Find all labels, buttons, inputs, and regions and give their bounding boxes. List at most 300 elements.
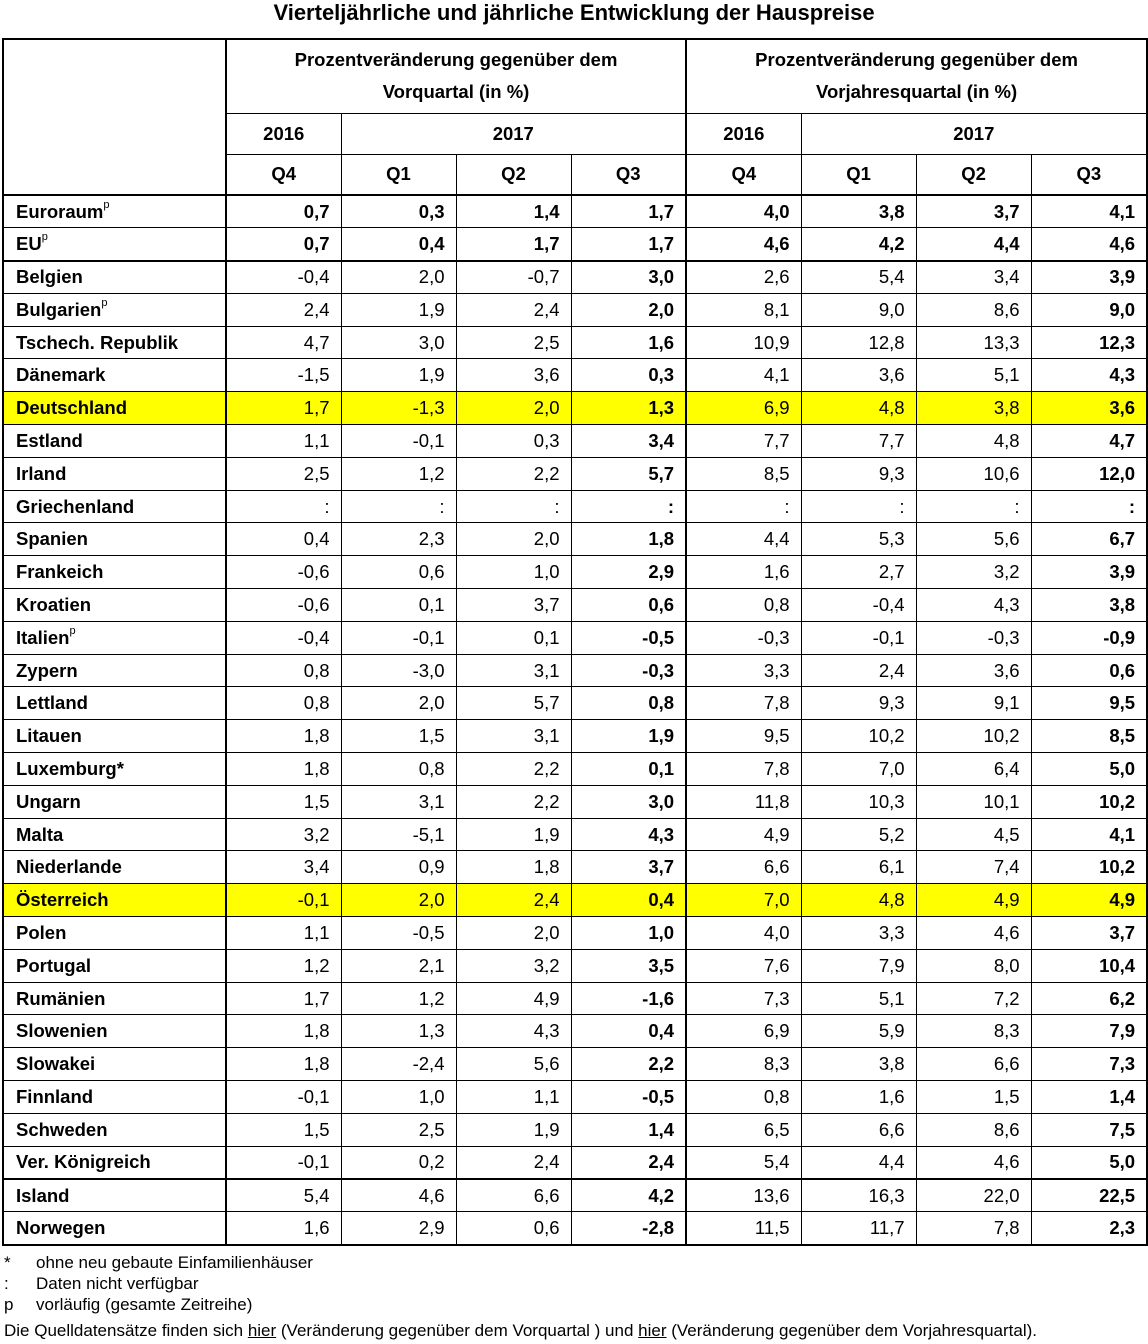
value-cell: 4,0 — [686, 917, 801, 950]
country-cell — [3, 1179, 226, 1212]
table-row — [3, 326, 1147, 359]
value-cell: 0,8 — [686, 589, 801, 622]
value-cell: 4,3 — [456, 1015, 571, 1048]
value-cell: 8,6 — [916, 1113, 1031, 1146]
table-row — [3, 917, 1147, 950]
country-name: Belgien — [16, 266, 83, 288]
country-name: Ver. Königreich — [16, 1151, 151, 1173]
value-cell: 1,3 — [571, 392, 686, 425]
value-cell: -2,4 — [341, 1048, 456, 1081]
country-name: Polen — [16, 921, 67, 943]
value-cell: 4,3 — [916, 589, 1031, 622]
value-cell: 8,5 — [686, 457, 801, 490]
value-cell: 1,9 — [456, 1113, 571, 1146]
value-cell: -1,5 — [226, 359, 341, 392]
value-cell: 3,1 — [456, 720, 571, 753]
value-cell: 0,1 — [456, 621, 571, 654]
table-header — [3, 39, 1147, 195]
country-cell — [3, 490, 226, 523]
table-row — [3, 818, 1147, 851]
country-name: Frankeich — [16, 561, 104, 583]
value-cell: 1,9 — [341, 359, 456, 392]
table-row — [3, 851, 1147, 884]
value-cell: 0,4 — [226, 523, 341, 556]
value-cell: 10,6 — [916, 457, 1031, 490]
value-cell: 0,8 — [686, 1081, 801, 1114]
value-cell: -0,3 — [571, 654, 686, 687]
value-cell: -0,5 — [571, 621, 686, 654]
corner-cell — [3, 39, 226, 195]
table-row — [3, 556, 1147, 589]
country-cell — [3, 654, 226, 687]
country-cell — [3, 818, 226, 851]
value-cell: 3,6 — [456, 359, 571, 392]
value-cell: 2,2 — [571, 1048, 686, 1081]
value-cell: 4,2 — [801, 228, 916, 261]
country-cell — [3, 1048, 226, 1081]
country-cell — [3, 457, 226, 490]
country-name: Österreich — [16, 889, 109, 911]
value-cell: 3,7 — [571, 851, 686, 884]
value-cell: 2,9 — [341, 1212, 456, 1245]
table-row — [3, 884, 1147, 917]
value-cell: 1,2 — [226, 949, 341, 982]
value-cell: 7,7 — [801, 425, 916, 458]
source-text: Die Quelldatensätze finden sich — [4, 1321, 248, 1340]
value-cell: 2,7 — [801, 556, 916, 589]
value-cell: 9,5 — [686, 720, 801, 753]
country-cell — [3, 687, 226, 720]
source-link-vorjahresquartal[interactable]: hier — [638, 1321, 667, 1340]
value-cell: -1,6 — [571, 982, 686, 1015]
value-cell: 4,9 — [1031, 884, 1147, 917]
value-cell: 0,3 — [571, 359, 686, 392]
value-cell: 9,5 — [1031, 687, 1147, 720]
value-cell: 5,6 — [916, 523, 1031, 556]
value-cell: -0,1 — [226, 1146, 341, 1179]
value-cell: 1,5 — [916, 1081, 1031, 1114]
value-cell: 4,9 — [686, 818, 801, 851]
country-name: Litauen — [16, 725, 82, 747]
value-cell: 1,8 — [226, 720, 341, 753]
table-row — [3, 392, 1147, 425]
value-cell: 2,0 — [456, 392, 571, 425]
value-cell: 3,4 — [226, 851, 341, 884]
value-cell: 4,9 — [916, 884, 1031, 917]
value-cell: 1,5 — [341, 720, 456, 753]
value-cell: 1,8 — [456, 851, 571, 884]
value-cell: 6,7 — [1031, 523, 1147, 556]
country-name: Ungarn — [16, 790, 81, 812]
source-line — [4, 1320, 1037, 1342]
value-cell: 2,5 — [456, 326, 571, 359]
country-name: Zypern — [16, 659, 78, 681]
year-2016-vorjahresquartal: 2016 — [686, 113, 801, 154]
value-cell: 3,9 — [1031, 556, 1147, 589]
value-cell: 6,5 — [686, 1113, 801, 1146]
value-cell: 9,3 — [801, 687, 916, 720]
value-cell: -0,3 — [916, 621, 1031, 654]
footnote — [4, 1294, 313, 1315]
country-name: Schweden — [16, 1118, 108, 1140]
quarter-header-q3: Q3 — [1031, 154, 1147, 195]
value-cell: 0,7 — [226, 195, 341, 228]
country-cell — [3, 884, 226, 917]
provisional-marker: p — [69, 624, 76, 637]
value-cell: 5,6 — [456, 1048, 571, 1081]
value-cell: 1,4 — [571, 1113, 686, 1146]
value-cell: : — [226, 490, 341, 523]
value-cell: -0,7 — [456, 261, 571, 294]
value-cell: 10,2 — [1031, 851, 1147, 884]
value-cell: : — [801, 490, 916, 523]
value-cell: 16,3 — [801, 1179, 916, 1212]
value-cell: 10,2 — [1031, 785, 1147, 818]
value-cell: 1,8 — [226, 1015, 341, 1048]
value-cell: -0,1 — [341, 425, 456, 458]
value-cell: 13,6 — [686, 1179, 801, 1212]
value-cell: 7,5 — [1031, 1113, 1147, 1146]
table-row — [3, 359, 1147, 392]
table-row — [3, 1113, 1147, 1146]
value-cell: 5,4 — [801, 261, 916, 294]
value-cell: 0,4 — [571, 884, 686, 917]
country-cell — [3, 359, 226, 392]
value-cell: 6,6 — [916, 1048, 1031, 1081]
country-cell — [3, 425, 226, 458]
value-cell: 7,0 — [801, 753, 916, 786]
value-cell: 4,7 — [226, 326, 341, 359]
value-cell: 1,5 — [226, 1113, 341, 1146]
value-cell: 3,7 — [1031, 917, 1147, 950]
provisional-marker: p — [41, 230, 48, 243]
footnote-symbol: p — [4, 1295, 14, 1314]
year-2017-vorjahresquartal: 2017 — [801, 113, 1147, 154]
country-cell — [3, 589, 226, 622]
value-cell: 0,8 — [341, 753, 456, 786]
value-cell: 2,2 — [456, 753, 571, 786]
value-cell: : — [341, 490, 456, 523]
value-cell: -0,5 — [341, 917, 456, 950]
value-cell: 2,0 — [456, 523, 571, 556]
value-cell: 2,1 — [341, 949, 456, 982]
value-cell: 5,4 — [226, 1179, 341, 1212]
value-cell: 3,7 — [916, 195, 1031, 228]
country-name: Deutschland — [16, 397, 128, 419]
value-cell: 1,4 — [1031, 1081, 1147, 1114]
value-cell: 6,4 — [916, 753, 1031, 786]
value-cell: 6,9 — [686, 392, 801, 425]
footnote-text: ohne neu gebaute Einfamilienhäuser — [36, 1253, 313, 1272]
value-cell: 3,4 — [916, 261, 1031, 294]
table-row — [3, 425, 1147, 458]
value-cell: 6,2 — [1031, 982, 1147, 1015]
value-cell: 7,6 — [686, 949, 801, 982]
house-price-table — [2, 38, 1148, 1246]
value-cell: 1,8 — [226, 753, 341, 786]
value-cell: 7,8 — [686, 687, 801, 720]
value-cell: : — [916, 490, 1031, 523]
value-cell: 3,3 — [686, 654, 801, 687]
table-row — [3, 621, 1147, 654]
value-cell: 7,8 — [686, 753, 801, 786]
value-cell: -0,5 — [571, 1081, 686, 1114]
value-cell: 5,1 — [916, 359, 1031, 392]
value-cell: -0,1 — [226, 884, 341, 917]
value-cell: 3,0 — [571, 785, 686, 818]
value-cell: 1,0 — [456, 556, 571, 589]
quarter-header-q2: Q2 — [456, 154, 571, 195]
value-cell: 2,0 — [341, 261, 456, 294]
value-cell: 3,4 — [571, 425, 686, 458]
value-cell: 0,8 — [226, 687, 341, 720]
value-cell: 3,2 — [916, 556, 1031, 589]
value-cell: 3,6 — [801, 359, 916, 392]
value-cell: 11,7 — [801, 1212, 916, 1245]
value-cell: 5,0 — [1031, 753, 1147, 786]
value-cell: 4,6 — [1031, 228, 1147, 261]
value-cell: 1,9 — [456, 818, 571, 851]
country-cell — [3, 753, 226, 786]
value-cell: -0,1 — [226, 1081, 341, 1114]
table-row — [3, 293, 1147, 326]
country-name: Irland — [16, 462, 67, 484]
value-cell: : — [1031, 490, 1147, 523]
value-cell: 5,0 — [1031, 1146, 1147, 1179]
table-row — [3, 1212, 1147, 1245]
value-cell: 5,9 — [801, 1015, 916, 1048]
page-title: Vierteljährliche und jährliche Entwicklung der Hauspreise — [273, 0, 875, 25]
value-cell: 0,4 — [571, 1015, 686, 1048]
value-cell: 6,1 — [801, 851, 916, 884]
value-cell: -0,9 — [1031, 621, 1147, 654]
value-cell: -2,8 — [571, 1212, 686, 1245]
value-cell: 2,4 — [226, 293, 341, 326]
country-name: Spanien — [16, 528, 88, 550]
value-cell: 2,2 — [456, 457, 571, 490]
quarter-header-q4: Q4 — [226, 154, 341, 195]
value-cell: 3,8 — [801, 1048, 916, 1081]
footnote — [4, 1273, 313, 1294]
value-cell: 2,4 — [456, 293, 571, 326]
country-name: Dänemark — [16, 364, 106, 386]
value-cell: 4,7 — [1031, 425, 1147, 458]
value-cell: 7,8 — [916, 1212, 1031, 1245]
value-cell: -0,4 — [226, 621, 341, 654]
value-cell: 4,1 — [1031, 818, 1147, 851]
value-cell: 0,1 — [341, 589, 456, 622]
country-name: Slowenien — [16, 1020, 108, 1042]
value-cell: 8,5 — [1031, 720, 1147, 753]
value-cell: 12,3 — [1031, 326, 1147, 359]
table-row — [3, 457, 1147, 490]
country-cell — [3, 785, 226, 818]
value-cell: 4,0 — [686, 195, 801, 228]
value-cell: 1,7 — [226, 982, 341, 1015]
value-cell: 0,3 — [456, 425, 571, 458]
value-cell: 0,6 — [341, 556, 456, 589]
table-body — [3, 195, 1147, 1245]
table-row — [3, 687, 1147, 720]
table-row — [3, 1081, 1147, 1114]
table-row — [3, 720, 1147, 753]
value-cell: 11,5 — [686, 1212, 801, 1245]
table-row — [3, 228, 1147, 261]
value-cell: 1,7 — [226, 392, 341, 425]
country-name: Slowakei — [16, 1053, 96, 1075]
value-cell: 5,3 — [801, 523, 916, 556]
country-name: Island — [16, 1184, 70, 1206]
value-cell: -0,4 — [801, 589, 916, 622]
country-name: Norwegen — [16, 1216, 106, 1238]
value-cell: 3,5 — [571, 949, 686, 982]
value-cell: 8,6 — [916, 293, 1031, 326]
value-cell: 2,2 — [456, 785, 571, 818]
value-cell: 1,6 — [571, 326, 686, 359]
country-name: Rumänien — [16, 987, 106, 1009]
country-cell — [3, 851, 226, 884]
country-name: Malta — [16, 823, 64, 845]
value-cell: 1,6 — [801, 1081, 916, 1114]
value-cell: 10,9 — [686, 326, 801, 359]
value-cell: 7,3 — [1031, 1048, 1147, 1081]
value-cell: 2,4 — [571, 1146, 686, 1179]
country-name: Portugal — [16, 954, 92, 976]
country-cell — [3, 293, 226, 326]
value-cell: 1,2 — [341, 457, 456, 490]
table-row — [3, 949, 1147, 982]
value-cell: -0,3 — [686, 621, 801, 654]
value-cell: 0,7 — [226, 228, 341, 261]
value-cell: 2,9 — [571, 556, 686, 589]
footnote-text: vorläufig (gesamte Zeitreihe) — [36, 1295, 253, 1314]
value-cell: -0,1 — [801, 621, 916, 654]
value-cell: 1,8 — [226, 1048, 341, 1081]
value-cell: 8,1 — [686, 293, 801, 326]
value-cell: 10,1 — [916, 785, 1031, 818]
value-cell: 4,4 — [686, 523, 801, 556]
value-cell: 10,2 — [801, 720, 916, 753]
value-cell: 4,3 — [1031, 359, 1147, 392]
value-cell: 3,0 — [571, 261, 686, 294]
value-cell: 5,1 — [801, 982, 916, 1015]
value-cell: 2,3 — [1031, 1212, 1147, 1245]
country-name: Lettland — [16, 692, 88, 714]
footnotes — [4, 1252, 313, 1315]
value-cell: 7,0 — [686, 884, 801, 917]
value-cell: 3,8 — [916, 392, 1031, 425]
value-cell: 4,1 — [1031, 195, 1147, 228]
country-name: EU — [16, 232, 42, 254]
table-row — [3, 195, 1147, 228]
table-row — [3, 654, 1147, 687]
value-cell: 0,4 — [341, 228, 456, 261]
value-cell: 2,4 — [801, 654, 916, 687]
value-cell: 4,8 — [916, 425, 1031, 458]
table-row — [3, 523, 1147, 556]
country-cell — [3, 195, 226, 228]
country-name: Bulgarien — [16, 298, 102, 320]
value-cell: 10,4 — [1031, 949, 1147, 982]
country-cell — [3, 982, 226, 1015]
value-cell: 7,2 — [916, 982, 1031, 1015]
value-cell: -0,4 — [226, 261, 341, 294]
value-cell: 2,4 — [456, 884, 571, 917]
footnote-symbol: : — [4, 1274, 9, 1293]
value-cell: 1,6 — [226, 1212, 341, 1245]
value-cell: 4,4 — [801, 1146, 916, 1179]
country-name: Finnland — [16, 1085, 94, 1107]
header-group-vorjahresquartal — [686, 39, 1147, 113]
value-cell: 2,5 — [341, 1113, 456, 1146]
value-cell: 6,6 — [801, 1113, 916, 1146]
value-cell: 1,1 — [456, 1081, 571, 1114]
value-cell: 9,3 — [801, 457, 916, 490]
table-row — [3, 1179, 1147, 1212]
value-cell: 1,4 — [456, 195, 571, 228]
quarter-header-q3: Q3 — [571, 154, 686, 195]
country-name: Luxemburg* — [16, 757, 124, 779]
table-row — [3, 490, 1147, 523]
value-cell: 5,7 — [456, 687, 571, 720]
value-cell: -5,1 — [341, 818, 456, 851]
value-cell: 4,6 — [916, 1146, 1031, 1179]
year-2016-vorquartal: 2016 — [226, 113, 341, 154]
value-cell: 2,0 — [341, 884, 456, 917]
value-cell: 6,6 — [456, 1179, 571, 1212]
table-row — [3, 1015, 1147, 1048]
source-text: (Veränderung gegenüber dem Vorjahresquartal). — [666, 1321, 1037, 1340]
value-cell: 1,8 — [571, 523, 686, 556]
source-link-vorquartal[interactable]: hier — [247, 1321, 277, 1340]
value-cell: 0,2 — [341, 1146, 456, 1179]
value-cell: : — [571, 490, 686, 523]
value-cell: 0,6 — [456, 1212, 571, 1245]
value-cell: -1,3 — [341, 392, 456, 425]
value-cell: 4,8 — [801, 884, 916, 917]
country-cell — [3, 1146, 226, 1179]
value-cell: 1,1 — [226, 425, 341, 458]
value-cell: 9,0 — [1031, 293, 1147, 326]
value-cell: -0,6 — [226, 589, 341, 622]
value-cell: 0,1 — [571, 753, 686, 786]
value-cell: 1,0 — [341, 1081, 456, 1114]
value-cell: 9,1 — [916, 687, 1031, 720]
country-cell — [3, 1015, 226, 1048]
country-cell — [3, 917, 226, 950]
value-cell: 2,6 — [686, 261, 801, 294]
country-name: Euroraum — [16, 200, 104, 222]
value-cell: 1,9 — [341, 293, 456, 326]
country-cell — [3, 1212, 226, 1245]
value-cell: 2,0 — [456, 917, 571, 950]
footnote-text: Daten nicht verfügbar — [36, 1274, 199, 1293]
header-group-vorjahresquartal-line2: Vorjahresquartal (in %) — [815, 81, 1018, 103]
value-cell: 3,0 — [341, 326, 456, 359]
value-cell: 1,9 — [571, 720, 686, 753]
header-group-vorquartal-line1: Prozentveränderung gegenüber dem — [294, 49, 618, 71]
value-cell: 4,1 — [686, 359, 801, 392]
value-cell: : — [686, 490, 801, 523]
country-cell — [3, 720, 226, 753]
country-cell — [3, 1081, 226, 1114]
value-cell: 1,0 — [571, 917, 686, 950]
value-cell: 4,6 — [916, 917, 1031, 950]
value-cell: 8,3 — [916, 1015, 1031, 1048]
value-cell: 22,0 — [916, 1179, 1031, 1212]
value-cell: 2,0 — [571, 293, 686, 326]
value-cell: 5,4 — [686, 1146, 801, 1179]
